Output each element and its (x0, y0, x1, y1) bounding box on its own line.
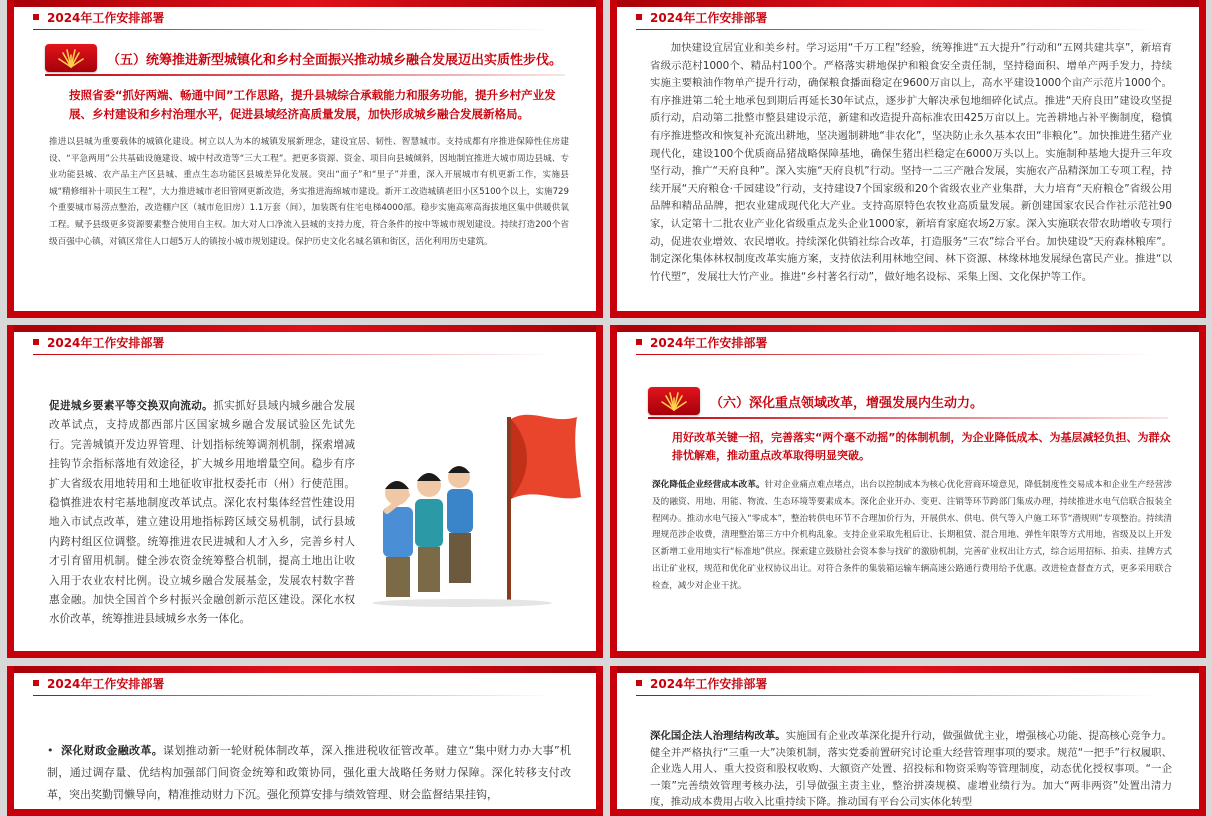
header-label: 2024年工作安排部署 (650, 676, 768, 691)
header-line (636, 354, 1156, 355)
slide-frame-top (7, 666, 603, 673)
header-label: 2024年工作安排部署 (47, 676, 165, 691)
slide-1[interactable] (7, 0, 603, 318)
lead-paragraph: 用好改革关键一招，完善落实“两个毫不动摇”的体制机制，为企业降低成本、为基层减轻负担、为群众排忧解难，推动重点改革取得明显突破。 (672, 431, 1171, 462)
body-text: 抓实抓好县域内城乡融合发展改革试点，支持成都西部片区国家城乡融合发展试验区先试先行。完善城镇开发边界管理、计划指标统筹调剂机制，探索增减挂钩节余指标落地有效途径，扩大城乡用地增量空间。稳步有序扩大省级农用地转用和土地征收审批权委托市（州）行使范围。稳慎推进农村宅基地制度改革试点。深化农村集体经营性建设用地入市试点改革，建立建设用地指标跨区域交易机制，试行县域内跨村组区位调整。统筹推进农民进城和人才入乡，完善乡村人才引育留用机制。健全涉农资金统筹整合机制，提高土地出让收入用于农业农村比例。设立城乡融合发展基金，发展农村数字普惠金融。加快全国首个乡村振兴金融创新示范区建设。深化水权水价改革，统筹推进县域城乡水务一体化。 (49, 400, 356, 626)
body-text: 加快建设宜居宜业和美乡村。学习运用“千万工程”经验，统筹推进“五大提升”行动和“五网共建共享”，新培育省级示范村1000个、精品村100个。严格落实耕地保护和粮食安全责任制，坚持稳面积、增单产两手发力，持续实施主要粮油作物单产提升行动，确保粮食播面稳定在9600万亩以上，高水平建设1000个亩产示范片1000个。有序推进第二轮土地承包到期后再延长30年试点，逐步扩大解决承包地细碎化试点。推进“天府良田”建设攻坚提质行动，启动第二批整市整县建设示范，新建和改造提升高标准农田425万亩以上。完善耕地占补平衡制度，稳慎有序推进整改和恢复补充流出耕地，坚决遏制耕地“非农化”，坚决防止永久基本农田“非粮化”。加快推进生猪产业现代化，建设100个优质商品猪战略保障基地，确保生猪出栏稳定在6000万头以上。实施制种基地大提升三年攻坚行动，推广“天府良种”。深入实施“天府良机”行动。坚持一二三产融合发展，实施农产品精深加工专项工程，持续开展“天府粮仓·千园建设”行动，支持建设7个国家级和20个省级农业产业集群，大力培育“天府粮仓”省级公用品牌和精品品牌，把农业建成现代化大产业。支持高原特色农牧业高质量发展。新创建国家农民合作社示范社90家，认定第十二批农业产业化省级重点龙头企业1000家，新培育家庭农场2万家。深入实施联农带农助增收专项行动，促进农业增效、农民增收。持续深化供销社综合改革，打造服务“三农”综合平台。加快建设“天府森林粮库”。制定深化集体林权制度改革实施方案，支持依法利用林地空间、林下资源、林缘林地发展绿色富民产业。推进“以竹代塑”，发展壮大竹产业。推进“乡村著名行动”，做好地名设标、采集上图、文化保护等工作。 (650, 42, 1172, 283)
header-label: 2024年工作安排部署 (650, 10, 768, 25)
header-square-icon (33, 14, 39, 20)
bullet-text: 谋划推动新一轮财税体制改革，深入推进税收征管改革。建立“集中财力办大事”机制，通过调存量、优结构加强部门间资金统筹和政策协同，强化重大战略任务财力保障。深化转移支付改革，突出奖勤罚懒导向，精准推动财力下沉。强化预算安排与绩效管理、财会监督结果挂钩， (47, 744, 571, 801)
section-underline (45, 74, 565, 76)
people-with-flag-illustration (367, 407, 587, 607)
section-title-row (45, 44, 562, 72)
firework-icon (45, 44, 97, 72)
slide-5[interactable] (7, 666, 603, 816)
header-line (33, 29, 553, 30)
lead-paragraph: 按照省委“抓好两端、畅通中间”工作思路，提升县城综合承载能力和服务功能，提升乡村产业发展、乡村建设和乡村治理水平，促进县域经济高质量发展，加快形成城乡融合发展新格局。 (69, 88, 556, 121)
slide-3[interactable] (7, 325, 603, 658)
slide-header (33, 7, 164, 27)
section-underline (648, 417, 1168, 419)
header-line (636, 695, 1156, 696)
section-title: （六）深化重点领域改革，增强发展内生动力。 (710, 395, 984, 411)
body-strong: 促进城乡要素平等交换双向流动。 (49, 400, 214, 412)
slide-4[interactable] (610, 325, 1206, 658)
slide-6[interactable] (610, 666, 1206, 816)
body-paragraph (49, 397, 355, 630)
body-paragraph (652, 477, 1172, 595)
body-strong: 深化国企法人治理结构改革。 (650, 730, 786, 742)
bullet-strong: 深化财政金融改革。 (61, 744, 164, 757)
header-label: 2024年工作安排部署 (47, 335, 165, 350)
firework-icon (648, 387, 700, 415)
slide-frame-top (7, 0, 603, 7)
body-paragraph (650, 728, 1172, 811)
header-square-icon (636, 339, 642, 345)
slide-header (636, 673, 767, 693)
slide-header (33, 332, 164, 352)
header-square-icon (636, 680, 642, 686)
slide-header (33, 673, 164, 693)
header-label: 2024年工作安排部署 (47, 10, 165, 25)
slide-frame-top (610, 666, 1206, 673)
slide-frame-top (7, 325, 603, 332)
slide-header (636, 332, 767, 352)
bullet-dot-icon: • (47, 744, 62, 757)
body-strong: 深化降低企业经营成本改革。 (652, 480, 765, 490)
body-paragraph (650, 40, 1172, 286)
slide-frame-top (610, 0, 1206, 7)
section-title: （五）统筹推进新型城镇化和乡村全面振兴推动城乡融合发展迈出实质性步伐。 (107, 52, 563, 68)
header-line (33, 695, 553, 696)
slide-2[interactable] (610, 0, 1206, 318)
header-square-icon (636, 14, 642, 20)
section-title-row (648, 387, 983, 415)
slide-frame-top (610, 325, 1206, 332)
header-line (636, 29, 1156, 30)
body-paragraph (49, 134, 569, 250)
header-line (33, 354, 553, 355)
body-text: 推进以县城为重要载体的城镇化建设。树立以人为本的城镇发展新理念，建设宜居、韧性、智慧城市。支持成都有序推进保障性住房建设、“平急两用”公共基础设施建设、城中村改造等“三大工程”。把更多资源、资金、项目向县城倾斜，因地制宜推进大城市周边县城、专业功能县城、农产品主产区县城、重点生态功能区县城差异化发展。突出“面子”和“里子”并重，深入开展城市有机更新工作，实施县城“精修细补十项民生工程”，大力推进城市老旧管网更新改造，务实推进海绵城市建设。新开工改造城镇老旧小区5100个以上，实施729个重要城市易涝点整治，改造棚户区（城市危旧房）1.1万套（间），加装既有住宅电梯4000部。稳步实施高寒高海拔地区集中供暖供氧工程。赋予县级更多资源要素整合使用自主权。加大对人口净流入县城的支持力度，符合条件的按中等城市规划建设。持续打造200个省级百强中心镇，对镇区常住人口超5万人的镇按小城市规划建设。保护历史文化名城名镇和街区，活化利用历史建筑。 (49, 137, 569, 247)
header-label: 2024年工作安排部署 (650, 335, 768, 350)
slide-header (636, 7, 767, 27)
body-text: 针对企业痛点难点堵点，出台以控制成本为核心优化营商环境意见，降低制度性交易成本和企业生产经营涉及的融资、用地、用能、物流、生态环境等要素成本。深化企业开办、变更、注销等环节跨部门集成办理，持续推进水电气信联合报装全程网办。推动水电气接入“零成本”，整治转供电环节不合理加价行为，开展供水、供电、供气等入户施工环节“潜规则”专项整治。持续清理规范涉企收费，清理整治第三方中介机构乱象。支持企业采取先租后让、长期租赁、混合用地、弹性年限等方式用地，省级及以上开发区新增工业用地实行“标准地”供应。探索建立鼓励社会资本参与找矿的激励机制，完善矿业权出让方式，综合运用招标、拍卖、挂牌方式出让矿业权，规范和优化矿业权协议出让。对符合条件的集装箱运输车辆高速公路通行费用给予优惠。改进检查督查方式，更多采用联合检查，减少对企业干扰。 (652, 480, 1172, 591)
bullet-item (47, 740, 571, 806)
body-text: 实施国有企业改革深化提升行动，做强做优主业，增强核心功能、提高核心竞争力。健全并严格执行“三重一大”决策机制，落实党委前置研究讨论重大经营管理事项的要求。规范“一把手”行权履职、企业选人用人、重大投资和股权收购、大额资产处置、招投标和物资采购等管理制度，动态优化授权事项。“一企一策”完善绩效管理考核办法，引导做强主责主业，整治拼凑规模、虚增业绩行为。加大“两非两资”处置出清力度，推动成本费用占收入比重持续下降。推动国有平台公司实体化转型 (650, 730, 1172, 809)
header-square-icon (33, 339, 39, 345)
header-square-icon (33, 680, 39, 686)
